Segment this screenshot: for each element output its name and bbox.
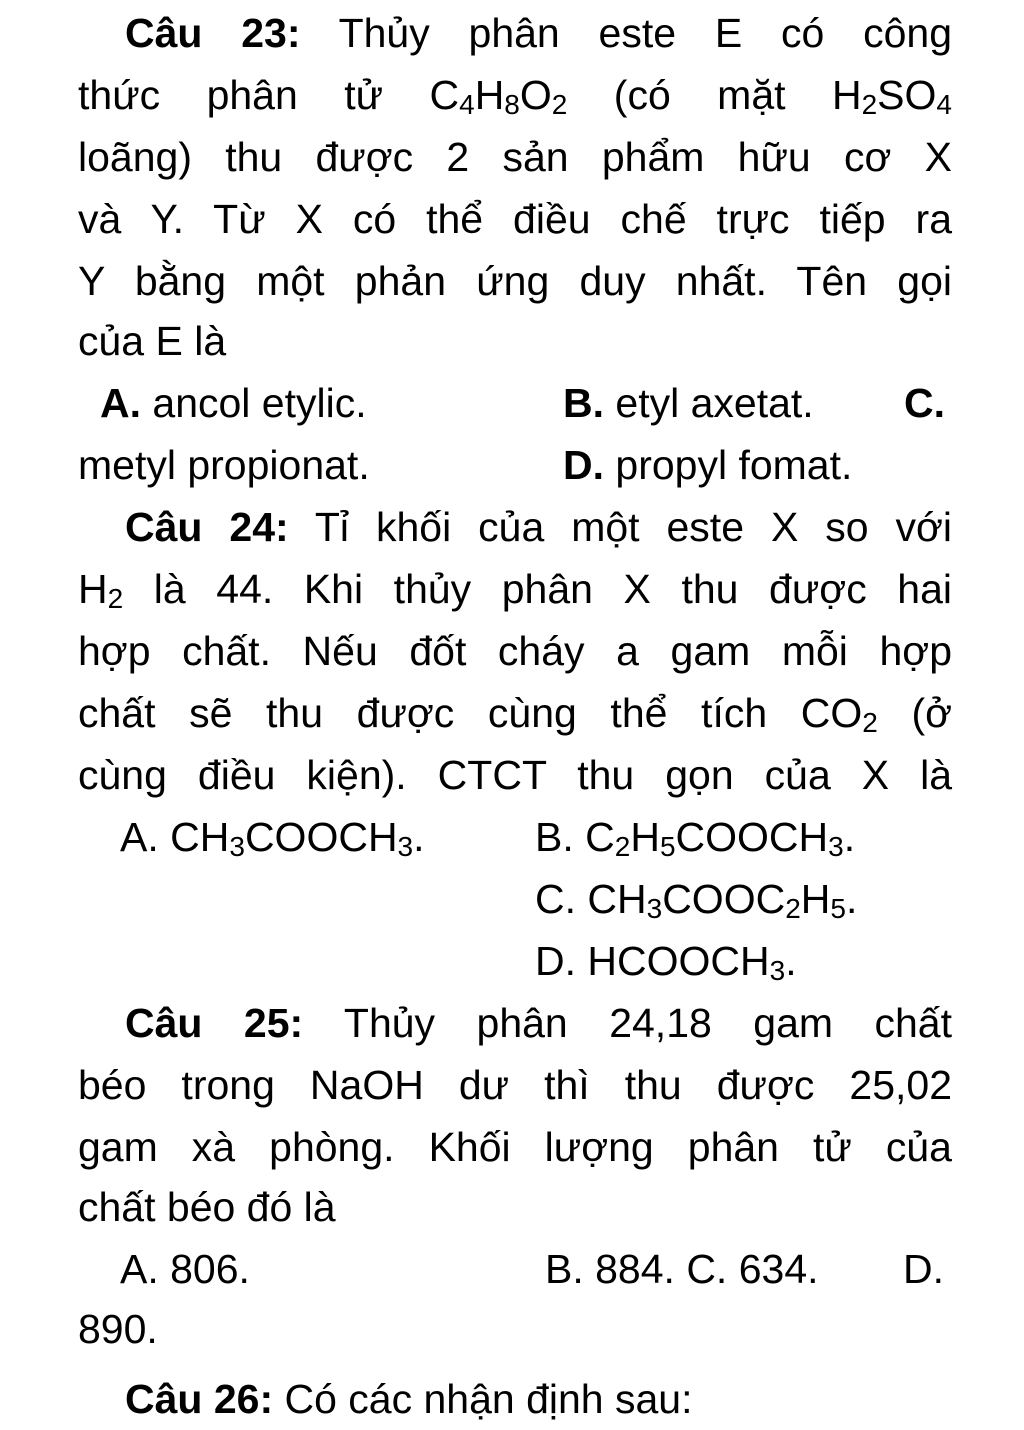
- subscript: 2: [861, 89, 878, 120]
- subscript: 2: [785, 893, 801, 924]
- q23-option-a: A. ancol etylic.: [100, 380, 367, 426]
- q24-line-3: hợp chất. Nếu đốt cháy a gam mỗi hợp: [78, 628, 952, 674]
- subscript: 3: [646, 893, 663, 924]
- subscript: 3: [229, 831, 245, 862]
- q24-line-4: chất sẽ thu được cùng thể tích $CO_2$ (ở: [78, 690, 953, 738]
- subscript: 2: [551, 89, 568, 120]
- q25-option-d-value: 890.: [78, 1306, 158, 1352]
- q23-line-5: Y bằng một phản ứng duy nhất. Tên gọi: [78, 258, 952, 304]
- q24-option-b: B. $C_2H_5COOCH_3$.: [535, 814, 856, 862]
- q23-label: Câu 23:: [125, 10, 301, 56]
- subscript: 2: [862, 707, 878, 738]
- q24-line-2: $H_2$ là 44. Khi thủy phân X thu được hai: [78, 566, 952, 614]
- q25-option-b-c: B. 884. C. 634.: [545, 1246, 819, 1292]
- subscript: 4: [936, 89, 952, 120]
- q25-label: Câu 25:: [125, 1000, 304, 1046]
- subscript: 5: [659, 831, 676, 862]
- q26-clipped: [0, 1368, 1024, 1422]
- q24-line-5: cùng điều kiện). CTCT thu gọn của X là: [78, 752, 952, 798]
- q24-option-a: A. $CH_3COOCH_3$.: [120, 814, 425, 862]
- q23-option-b: B. etyl axetat.: [563, 380, 814, 426]
- subscript: 2: [107, 583, 124, 614]
- q26-label: Câu 26:: [125, 1376, 274, 1422]
- q25-line-2: béo trong NaOH dư thì thu được 25,02: [78, 1062, 952, 1108]
- q23-line-4: và Y. Từ X có thể điều chế trực tiếp ra: [78, 196, 952, 242]
- subscript: 4: [459, 89, 475, 120]
- subscript: 2: [614, 831, 631, 862]
- subscript: 3: [397, 831, 414, 862]
- q23-line-3: loãng) thu được 2 sản phẩm hữu cơ X: [78, 134, 952, 180]
- q23-line-6: của E là: [78, 318, 227, 364]
- subscript: 5: [830, 893, 846, 924]
- q25-option-d-key: D.: [903, 1246, 944, 1292]
- subscript: 3: [828, 831, 844, 862]
- q23-line-2: thức phân tử $C_4H_8O_2$ (có mặt $H_2SO_4$: [78, 72, 952, 120]
- q24-option-d: D. $HCOOCH_3$.: [535, 938, 797, 986]
- q25-line-1: Câu 25: Thủy phân 24,18 gam chất: [125, 1000, 952, 1046]
- q24-line-1: Câu 24: Tỉ khối của một este X so với: [125, 504, 952, 550]
- q23-option-d: D. propyl fomat.: [563, 442, 853, 488]
- subscript: 3: [769, 955, 786, 986]
- q25-option-a: A. 806.: [120, 1246, 250, 1292]
- q24-label: Câu 24:: [125, 504, 289, 550]
- subscript: 8: [504, 89, 520, 120]
- q23-option-c-key: C.: [904, 380, 945, 426]
- q26-line-1: Câu 26: Có các nhận định sau:: [125, 1376, 693, 1422]
- q23-option-c: metyl propionat.: [78, 442, 370, 488]
- q24-option-c: C. $CH_3COOC_2H_5$.: [535, 876, 858, 924]
- q23-line-1: Câu 23: Thủy phân este E có công: [125, 10, 952, 56]
- q25-line-4: chất béo đó là: [78, 1184, 336, 1230]
- q25-line-3: gam xà phòng. Khối lượng phân tử của: [78, 1124, 952, 1170]
